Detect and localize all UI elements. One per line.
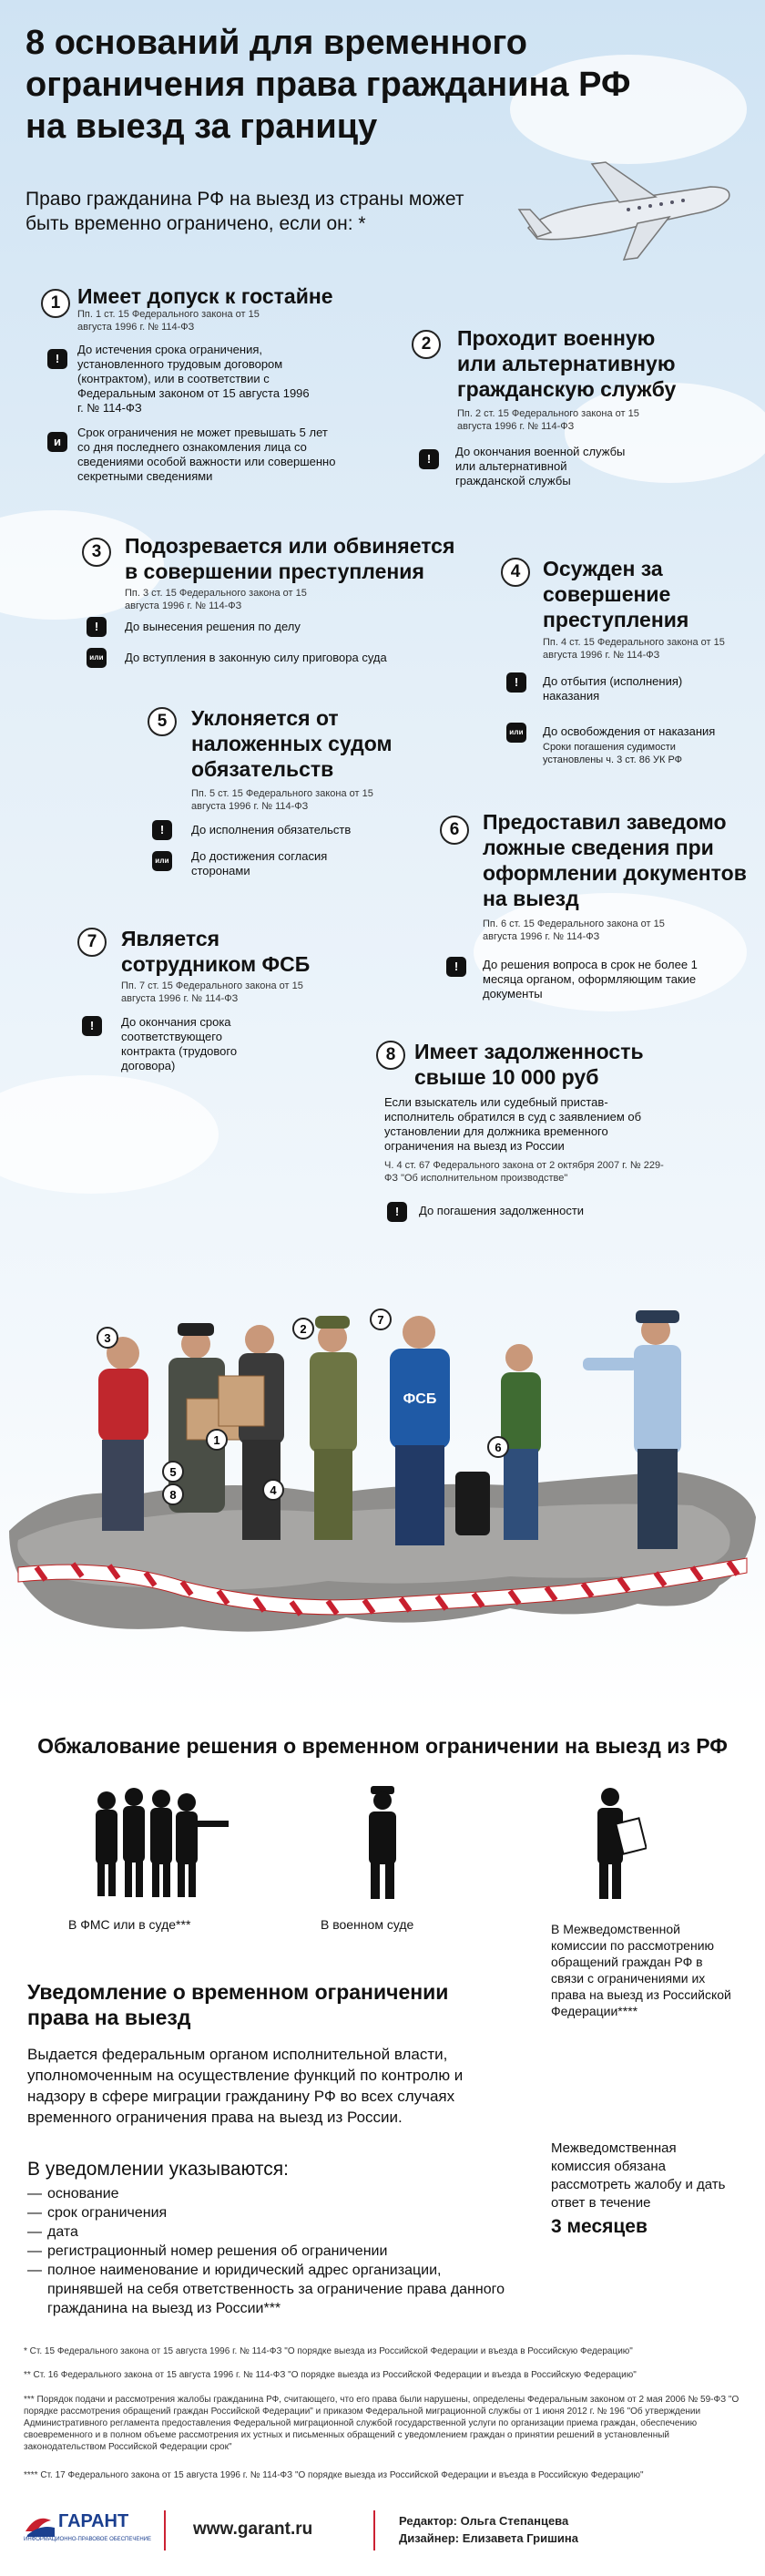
appeal-option: В военном суде bbox=[321, 1917, 414, 1932]
ground-number: 6 bbox=[440, 816, 469, 845]
commission-note: Межведомственная комиссия обязана рассмотреть жалобу и дать ответ в течение bbox=[551, 2140, 726, 2211]
exclamation-icon: ! bbox=[446, 957, 466, 977]
fsb-label: ФСБ bbox=[403, 1391, 437, 1407]
military-judge-icon bbox=[360, 1784, 405, 1903]
law-reference: Пп. 6 ст. 15 Федерального закона от 15 августа 1996 г. № 114-ФЗ bbox=[483, 919, 665, 942]
ground-number: 2 bbox=[412, 330, 441, 359]
list-item: — регистрационный номер решения об ограничении bbox=[27, 2242, 519, 2261]
list-item: — основание bbox=[27, 2184, 519, 2203]
notice-items bbox=[27, 2184, 519, 2318]
airplane-illustration bbox=[510, 146, 738, 264]
scene-marker: 2 bbox=[300, 1322, 307, 1336]
intro-text: Право гражданина РФ на выезд из страны может быть временно ограничено, если он: * bbox=[26, 189, 464, 234]
ground-description: Если взыскатель или судебный пристав-исполнитель обратился в суд с заявлением об установлении для должника временного ограничения на выезд из России bbox=[384, 1095, 642, 1153]
ground-term-detail: Сроки погашения судимости установлены ч. 3 ст. 86 УК РФ bbox=[543, 742, 683, 765]
footnote: ** Ст. 16 Федерального закона от 15 августа 1996 г. № 114-ФЗ "О порядке выезда из Российской Федерации и въезда в Российскую Федерацию" bbox=[24, 2370, 637, 2380]
list-item: — срок ограничения bbox=[27, 2203, 519, 2222]
ground-number: 7 bbox=[77, 928, 107, 957]
exclamation-icon: ! bbox=[47, 349, 67, 369]
law-reference: Пп. 7 ст. 15 Федерального закона от 15 августа 1996 г. № 114-ФЗ bbox=[121, 980, 303, 1004]
divider bbox=[373, 2510, 375, 2550]
scene-marker: 5 bbox=[169, 1465, 177, 1479]
appeal-option: В ФМС или в суде*** bbox=[68, 1917, 191, 1932]
ground-term: До погашения задолженности bbox=[419, 1204, 585, 1217]
logo-subtitle: ИНФОРМАЦИОННО-ПРАВОВОЕ ОБЕСПЕЧЕНИЕ bbox=[24, 2537, 151, 2542]
scene-marker: 4 bbox=[270, 1483, 277, 1497]
list-item: — дата bbox=[27, 2222, 519, 2242]
ground-number: 1 bbox=[41, 289, 70, 318]
footnote: * Ст. 15 Федерального закона от 15 августа 1996 г. № 114-ФЗ "О порядке выезда из Российской Федерации и въезда в Российскую Федерацию" bbox=[24, 2346, 633, 2356]
divider bbox=[164, 2510, 166, 2550]
ground-number: 5 bbox=[148, 707, 177, 736]
ground-heading: Подозревается или обвиняется в совершении преступления bbox=[125, 534, 455, 583]
ground-term: До вступления в законную силу приговора суда bbox=[125, 651, 387, 664]
scene-marker: 6 bbox=[495, 1441, 502, 1454]
ground-number: 3 bbox=[82, 538, 111, 567]
border-crossing-illustration bbox=[0, 1267, 765, 1704]
exclamation-icon: ! bbox=[152, 820, 172, 840]
ground-term: До решения вопроса в срок не более 1 месяца органом, оформляющим такие документы bbox=[483, 958, 698, 1001]
page-title: 8 оснований для временного ограничения права гражданина РФ на выезд за границу bbox=[26, 24, 631, 146]
ground-term: До окончания срока соответствующего контракта (трудового договора) bbox=[121, 1015, 238, 1072]
logo-text: ГАРАНТ bbox=[58, 2511, 129, 2531]
ground-heading: Осужден за совершение преступления bbox=[543, 557, 689, 631]
footnote: *** Порядок подачи и рассмотрения жалобы гражданина РФ, считающего, что его права были нарушены, определены Федеральным законом от 2 мая 2006 № 59-ФЗ "О порядке рассмотрения обращений граждан Российской Федерации" и приказом Федеральной миграционной службы от 1 июня 2012 г. № 196 "Об утверждении Административного регламента предоставления Федеральной миграционной службой государственной услуги по организации приема граждан, обеспечению своевременного и в полном объеме рассмотрения их устных и письменных обращений с уведомлением граждан о принятии решений в установленный законодательством Российской Федерации срок" bbox=[24, 2395, 740, 2452]
law-reference: Пп. 1 ст. 15 Федерального закона от 15 августа 1996 г. № 114-ФЗ bbox=[77, 309, 260, 333]
scene-marker: 3 bbox=[104, 1331, 111, 1345]
law-reference: Пп. 4 ст. 15 Федерального закона от 15 августа 1996 г. № 114-ФЗ bbox=[543, 637, 725, 661]
scene-marker: 8 bbox=[169, 1488, 177, 1502]
designer-credit: Дизайнер: Елизавета Гришина bbox=[399, 2531, 578, 2545]
ground-term: До освобождения от наказания bbox=[543, 724, 716, 738]
exclamation-icon: ! bbox=[82, 1016, 102, 1036]
or-icon: или bbox=[506, 723, 526, 743]
footnote: **** Ст. 17 Федерального закона от 15 августа 1996 г. № 114-ФЗ "О порядке выезда из Российской Федерации и въезда в Российскую Федерацию" bbox=[24, 2470, 644, 2480]
ground-term: Срок ограничения не может превышать 5 лет со дня последнего ознакомления лица со сведениями особой важности или совершенно секретными сведениями bbox=[77, 426, 336, 483]
notice-title: Уведомление о временном ограничении права на выезд bbox=[27, 1980, 449, 2029]
ground-term: До окончания военной службы или альтернативной гражданской службы bbox=[455, 445, 626, 487]
appeal-title: Обжалование решения о временном ограничении на выезд из РФ bbox=[37, 1734, 728, 1758]
ground-heading: Проходит военную или альтернативную гражданскую службу bbox=[457, 326, 677, 401]
scene-marker: 1 bbox=[213, 1433, 220, 1447]
exclamation-icon: ! bbox=[506, 672, 526, 693]
credits bbox=[399, 2512, 578, 2547]
scene-marker: 7 bbox=[377, 1313, 384, 1327]
and-icon: и bbox=[47, 432, 67, 452]
ground-heading: Имеет задолженность свыше 10 000 руб bbox=[414, 1040, 644, 1089]
ground-number: 8 bbox=[376, 1041, 405, 1070]
ground-heading: Уклоняется от наложенных судом обязательств bbox=[191, 706, 393, 781]
ground-term: До вынесения решения по делу bbox=[125, 620, 301, 633]
notice-body: Выдается федеральным органом исполнительной власти, уполномоченным на осуществление функций по контролю и надзору в сфере миграции гражданину РФ во всех случаях временного ограничения права на выезд из России. bbox=[27, 2046, 464, 2126]
law-reference: Ч. 4 ст. 67 Федерального закона от 2 октября 2007 г. № 229-ФЗ "Об исполнительном производстве" bbox=[384, 1160, 664, 1184]
law-reference: Пп. 5 ст. 15 Федерального закона от 15 августа 1996 г. № 114-ФЗ bbox=[191, 788, 373, 812]
exclamation-icon: ! bbox=[387, 1202, 407, 1222]
commission-member-icon bbox=[583, 1784, 647, 1903]
exclamation-icon: ! bbox=[87, 617, 107, 637]
ground-number: 4 bbox=[501, 558, 530, 587]
or-icon: или bbox=[87, 648, 107, 668]
garant-logo[interactable] bbox=[24, 2508, 151, 2544]
appeal-option: В Межведомственной комиссии по рассмотрению обращений граждан РФ в связи с ограничениями их права на выезд из Российской Федерации**** bbox=[551, 1922, 731, 2018]
exclamation-icon: ! bbox=[419, 449, 439, 469]
editor-credit: Редактор: Ольга Степанцева bbox=[399, 2514, 569, 2528]
ground-heading: Является сотрудником ФСБ bbox=[121, 927, 311, 976]
notice-list-title: В уведомлении указываются: bbox=[27, 2159, 289, 2180]
ground-term: До истечения срока ограничения, установленного трудовым договором (контрактом), или в соответствии с Федеральным законом от 15 августа 1996 г. № 114-ФЗ bbox=[77, 343, 310, 415]
crowd-silhouette-icon bbox=[87, 1784, 232, 1903]
commission-term: 3 месяцев bbox=[551, 2216, 648, 2237]
ground-term: До отбытия (исполнения) наказания bbox=[543, 674, 683, 703]
law-reference: Пп. 3 ст. 15 Федерального закона от 15 августа 1996 г. № 114-ФЗ bbox=[125, 588, 307, 611]
ground-term: До исполнения обязательств bbox=[191, 823, 352, 836]
law-reference: Пп. 2 ст. 15 Федерального закона от 15 августа 1996 г. № 114-ФЗ bbox=[457, 408, 639, 432]
ground-heading: Имеет допуск к гостайне bbox=[77, 284, 333, 308]
or-icon: или bbox=[152, 851, 172, 871]
ground-heading: Предоставил заведомо ложные сведения при оформлении документов на выезд bbox=[483, 810, 747, 910]
site-link[interactable]: www.garant.ru bbox=[193, 2520, 313, 2539]
list-item: — полное наименование и юридический адрес организации, принявшей на себя ответственность за ограничение права данного гражданина на выезд из России*** bbox=[27, 2261, 519, 2318]
ground-term: До достижения согласия сторонами bbox=[191, 849, 328, 877]
